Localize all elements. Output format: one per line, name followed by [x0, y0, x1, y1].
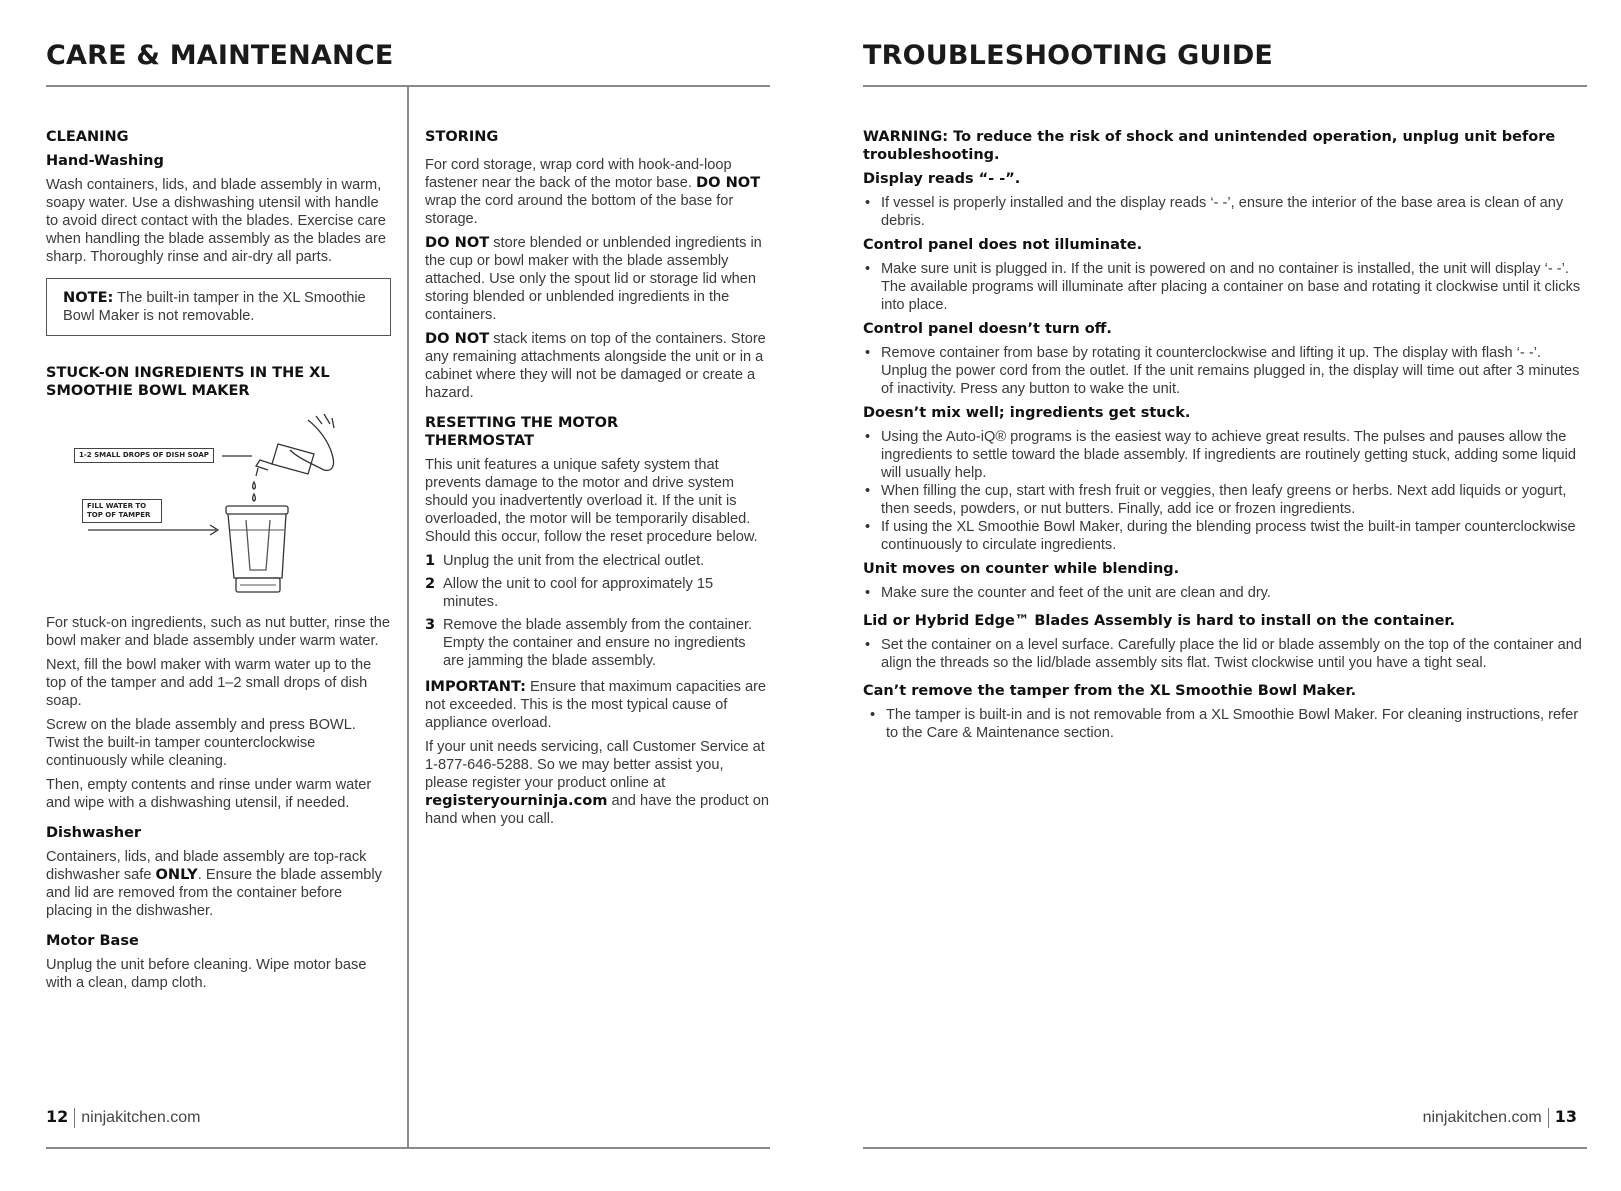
footer-site-right[interactable]: ninjakitchen.com: [1422, 1109, 1542, 1126]
issue-answers: [863, 636, 1585, 672]
warning-text: WARNING: To reduce the risk of shock and unintended operation, unplug unit before troubleshooting.: [863, 129, 1556, 163]
issue-heading: Control panel doesn’t turn off.: [863, 321, 1112, 337]
important-text: IMPORTANT: Ensure that maximum capacities are not exceeded. This is the most typical cause of appliance overload.: [425, 678, 767, 731]
stuck-on-heading: STUCK-ON INGREDIENTS IN THE XL SMOOTHIE BOWL MAKER: [46, 365, 330, 399]
reset-steps: [425, 552, 770, 670]
issue-heading: Doesn’t mix well; ingredients get stuck.: [863, 405, 1191, 421]
issue-heading: Can’t remove the tamper from the XL Smoothie Bowl Maker.: [863, 683, 1357, 699]
page-number-right: 13: [1554, 1107, 1577, 1126]
cleaning-heading: CLEANING: [46, 129, 129, 145]
issue-answer: • If vessel is properly installed and the display reads ‘- -’, ensure the interior of the base area is clean of any debris.: [863, 194, 1585, 230]
footer-separator: [1548, 1108, 1549, 1128]
stuck-on-text-1: For stuck-on ingredients, such as nut butter, rinse the bowl maker and blade assembly under warm water.: [46, 615, 390, 649]
storing-text-3: DO NOT stack items on top of the containers. Store any remaining attachments alongside the unit or in a cabinet where they will not be damaged or create a hazard.: [425, 330, 766, 401]
soap-label: 1-2 SMALL DROPS OF DISH SOAP: [74, 448, 214, 463]
note-text: The built-in tamper in the XL Smoothie Bowl Maker is not removable.: [63, 290, 366, 324]
column-divider: [407, 86, 409, 1148]
storing-text-1: For cord storage, wrap cord with hook-and-loop fastener near the back of the motor base. DO NOT wrap the cord around the bottom of the base for storage.: [425, 157, 761, 227]
hand-washing-text: Wash containers, lids, and blade assembly in warm, soapy water. Use a dishwashing utensil with handle to avoid direct contact with the blades. Exercise care when handling the blade assembly as the blades are sharp. Thoroughly rinse and air-dry all parts.: [46, 177, 386, 265]
stuck-on-text-2: Next, fill the bowl maker with warm water up to the top of the tamper and add 1–2 small drops of dish soap.: [46, 657, 372, 709]
dishwasher-text: Containers, lids, and blade assembly are top-rack dishwasher safe ONLY. Ensure the blade assembly and lid are removed from the container before placing in the dishwasher.: [46, 849, 382, 919]
page-title-troubleshooting: TROUBLESHOOTING GUIDE: [863, 40, 1274, 71]
page-number-left: 12: [46, 1107, 69, 1126]
issue-answers: [863, 344, 1585, 398]
reset-step: 1 Unplug the unit from the electrical outlet.: [425, 552, 705, 569]
cleaning-illustration: [46, 410, 346, 606]
issue-answer: • Make sure unit is plugged in. If the unit is powered on and no container is installed, the unit will display ‘- -’. The available programs will illuminate after placing a container on base and rotating it clockwise until it clicks into place.: [863, 260, 1585, 314]
issue-answer: • When filling the cup, start with fresh fruit or veggies, then leafy greens or herbs. Next add liquids or yogurt, then seeds, powders, or nut butters. Finally, add ice or frozen ingredients.: [863, 482, 1585, 518]
issue-answer: • If using the XL Smoothie Bowl Maker, during the blending process twist the built-in tamper counterclockwise continuously to circulate ingredients.: [863, 518, 1585, 554]
motor-base-text: Unplug the unit before cleaning. Wipe motor base with a clean, damp cloth.: [46, 957, 367, 991]
issue-heading: Display reads “- -”.: [863, 171, 1021, 187]
footer-divider-left: [46, 1147, 770, 1149]
issue-answers: [863, 584, 1585, 602]
issue-answer: • Set the container on a level surface. Carefully place the lid or blade assembly on the top of the container and align the threads so the lid/blade assembly sits flat. Twist clockwise until you have a tight seal.: [863, 636, 1585, 672]
soap-drop-2: [253, 494, 256, 501]
tamper-drawing: [246, 520, 270, 570]
issue-answers: [863, 260, 1585, 314]
motor-base-heading: Motor Base: [46, 933, 139, 949]
footer-right: [1423, 1107, 1577, 1128]
reset-step: 2 Allow the unit to cool for approximately 15 minutes.: [425, 575, 714, 610]
register-link[interactable]: registeryourninja.com: [425, 792, 608, 809]
hand-washing-heading: Hand-Washing: [46, 153, 164, 169]
footer-divider-right: [863, 1147, 1587, 1149]
issue-answer: • Using the Auto-iQ® programs is the easiest way to achieve great results. The pulses and pauses allow the ingredients to settle toward the blade assembly. If ingredients are routinely getting stuck, adding some liquid will usually help.: [863, 428, 1585, 482]
issue-heading: Unit moves on counter while blending.: [863, 561, 1180, 577]
column-cleaning: [46, 128, 391, 998]
issue-answers: [863, 706, 1585, 742]
stuck-on-text-3: Screw on the blade assembly and press BOWL. Twist the built-in tamper counterclockwise continuously while cleaning.: [46, 717, 356, 769]
cup-body: [228, 514, 286, 578]
cup-lid-rim: [226, 506, 288, 514]
page-title-care: CARE & MAINTENANCE: [46, 40, 394, 71]
title-divider-right: [863, 85, 1587, 87]
resetting-heading: RESETTING THE MOTOR THERMOSTAT: [425, 415, 619, 449]
issue-heading: Control panel does not illuminate.: [863, 237, 1143, 253]
footer-site-left[interactable]: ninjakitchen.com: [81, 1109, 201, 1126]
footer-left: [46, 1107, 200, 1128]
reset-step: 3 Remove the blade assembly from the container. Empty the container and ensure no ingredients are jamming the blade assembly.: [425, 616, 753, 669]
soap-bottle-drawing: [272, 444, 314, 474]
column-storing: [425, 128, 770, 834]
issue-answer: • The tamper is built-in and is not removable from a XL Smoothie Bowl Maker. For cleaning instructions, refer to the Care & Maintenance section.: [868, 706, 1585, 742]
stuck-on-text-4: Then, empty contents and rinse under warm water and wipe with a dishwashing utensil, if needed.: [46, 777, 372, 811]
resetting-intro: This unit features a unique safety system that prevents damage to the motor and drive system should you inadvertently overload it. If the unit is overloaded, the motor will be temporarily disabled. Should this occur, follow the reset procedure below.: [425, 457, 758, 545]
issue-answers: [863, 428, 1585, 554]
issue-answer: • Make sure the counter and feet of the unit are clean and dry.: [863, 584, 1585, 602]
note-label: NOTE:: [63, 289, 114, 306]
issue-heading: Lid or Hybrid Edge™ Blades Assembly is hard to install on the container.: [863, 613, 1456, 629]
troubleshooting-list: [863, 128, 1585, 748]
dishwasher-heading: Dishwasher: [46, 825, 142, 841]
water-label: FILL WATER TO TOP OF TAMPER: [82, 499, 162, 523]
footer-separator: [74, 1108, 75, 1128]
issue-answer: • Remove container from base by rotating it counterclockwise and lifting it up. The display with flash ‘- -’. Unplug the power cord from the outlet. If the unit remains plugged in, the display will time out after 3 minutes of inactivity. Press any button to wake the unit.: [863, 344, 1585, 398]
storing-heading: STORING: [425, 129, 499, 145]
soap-drop-1: [253, 482, 256, 489]
issue-answers: [863, 194, 1585, 230]
service-text: If your unit needs servicing, call Customer Service at 1-877-646-5288. So we may better assist you, please register your product online at registeryourninja.com and have the product on hand when you call.: [425, 739, 769, 827]
note-box: [46, 278, 391, 336]
storing-text-2: DO NOT store blended or unblended ingredients in the cup or bowl maker with the blade assembly attached. Use only the spout lid or storage lid when storing blended or unblended ingredients in the containers.: [425, 234, 762, 323]
